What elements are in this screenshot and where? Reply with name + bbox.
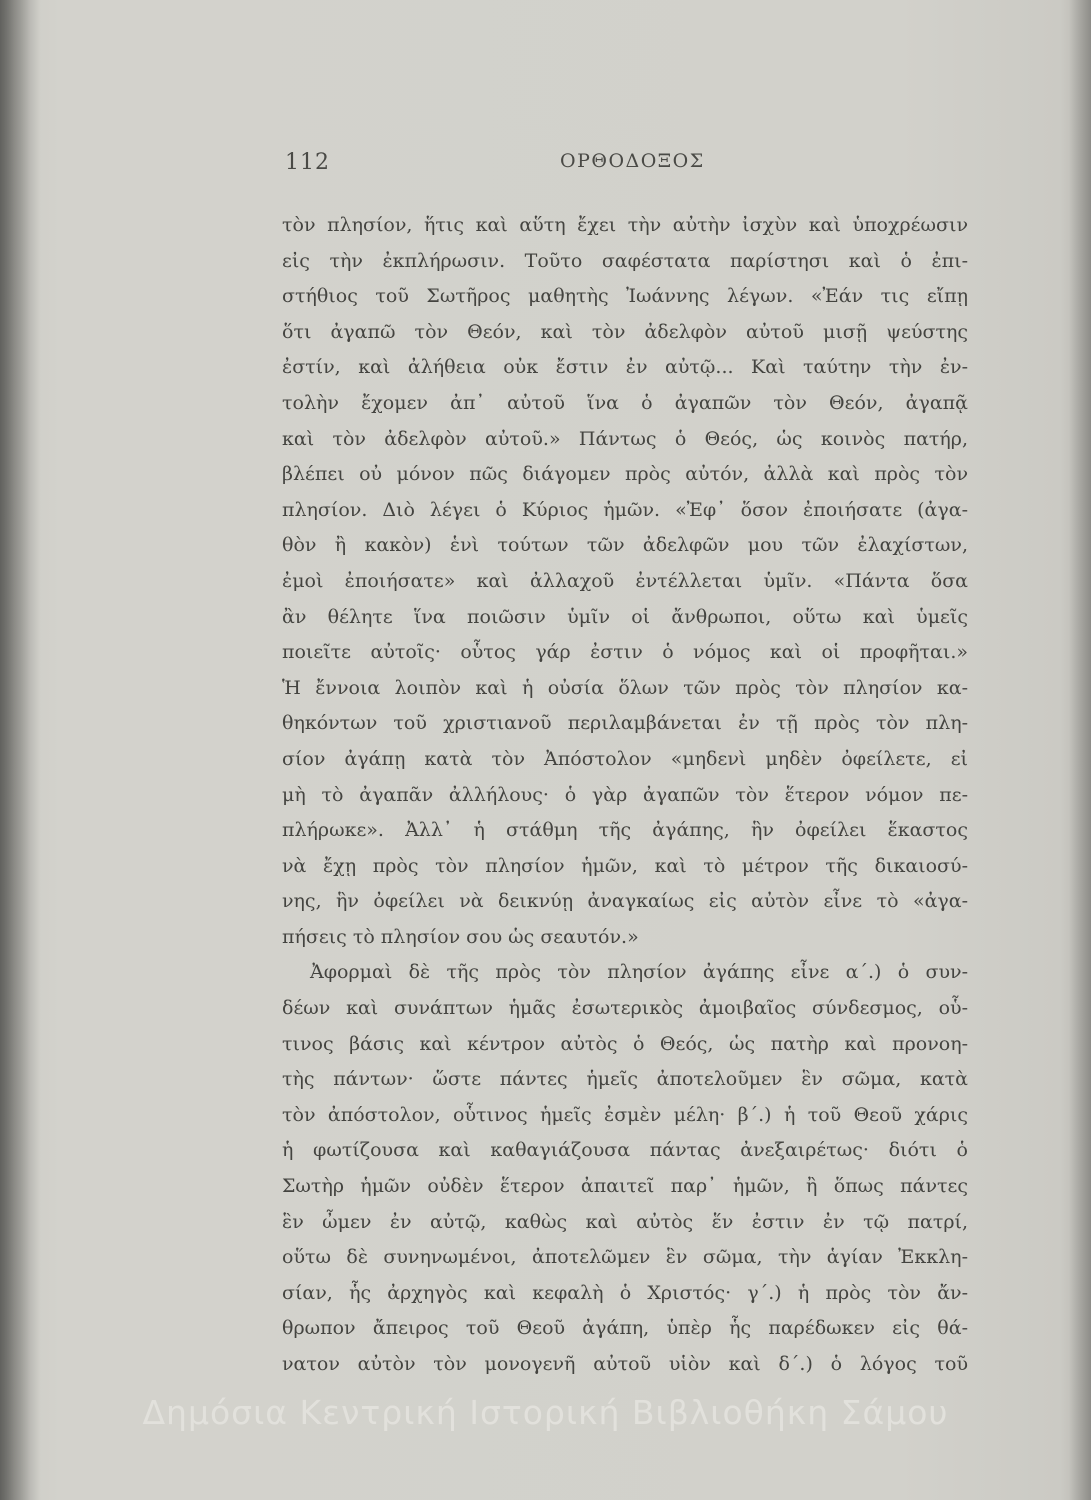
text-line: Ἡ ἔννοια λοιπὸν καὶ ἡ οὐσία ὅλων τῶν πρὸς τὸν πλησίον κα- <box>282 676 968 699</box>
text-line: στήθιος τοῦ Σωτῆρος μαθητὴς Ἰωάννης λέγων. «Ἐάν τις εἴπῃ <box>282 285 968 308</box>
text-line: τὸν ἀπόστολον, οὗτινος ἡμεῖς ἐσμὲν μέλη· β΄.) ἡ τοῦ Θεοῦ χάρις <box>282 1103 968 1126</box>
text-line: ἡ φωτίζουσα καὶ καθαγιάζουσα πάντας ἀνεξαιρέτως· διότι ὁ <box>282 1139 968 1162</box>
text-line: θηκόντων τοῦ χριστιανοῦ περιλαμβάνεται ἐν τῇ πρὸς τὸν πλη- <box>282 712 968 735</box>
text-line: νατον αὐτὸν τὸν μονογενῆ αὐτοῦ υἱὸν καὶ δ΄.) ὁ λόγος τοῦ <box>282 1353 968 1375</box>
text-line: ποιεῖτε αὐτοῖς· οὗτος γάρ ἐστιν ὁ νόμος καὶ οἱ προφῆται.» <box>282 641 968 664</box>
text-line: τολὴν ἔχομεν ἀπ᾿ αὐτοῦ ἵνα ὁ ἀγαπῶν τὸν Θεόν, ἀγαπᾷ <box>282 391 968 414</box>
text-line: νὰ ἔχῃ πρὸς τὸν πλησίον ἡμῶν, καὶ τὸ μέτρον τῆς δικαιοσύ- <box>282 854 968 877</box>
text-line: τὴς πάντων· ὥστε πάντες ἡμεῖς ἀποτελοῦμεν ἓν σῶμα, κατὰ <box>282 1068 968 1091</box>
body-text <box>282 208 968 1383</box>
running-head: ΟΡΘΟΔΟΞΟΣ <box>560 150 705 172</box>
text-line: νης, ἣν ὀφείλει νὰ δεικνύῃ ἀναγκαίως εἰς αὐτὸν εἶνε τὸ «ἀγα- <box>282 890 968 913</box>
text-line: ὅτι ἀγαπῶ τὸν Θεόν, καὶ τὸν ἀδελφὸν αὐτοῦ μισῇ ψεύστης <box>282 320 968 343</box>
text-line: Ἀφορμαὶ δὲ τῆς πρὸς τὸν πλησίον ἀγάπης εἶνε α΄.) ὁ συν- <box>310 961 968 984</box>
text-line: Σωτὴρ ἡμῶν οὐδὲν ἕτερον ἀπαιτεῖ παρ᾿ ἡμῶν, ἢ ὅπως πάντες <box>282 1175 968 1198</box>
text-line: θὸν ἢ κακὸν) ἑνὶ τούτων τῶν ἀδελφῶν μου τῶν ἐλαχίστων, <box>282 534 968 557</box>
text-line: καὶ τὸν ἀδελφὸν αὐτοῦ.» Πάντως ὁ Θεός, ὡς κοινὸς πατήρ, <box>282 427 968 450</box>
text-line: τὸν πλησίον, ἥτις καὶ αὕτη ἔχει τὴν αὐτὴν ἰσχὺν καὶ ὑποχρέωσιν <box>282 214 968 236</box>
text-line: ἂν θέλητε ἵνα ποιῶσιν ὑμῖν οἱ ἄνθρωποι, οὕτω καὶ ὑμεῖς <box>282 605 968 628</box>
text-line: σίαν, ἧς ἀρχηγὸς καὶ κεφαλὴ ὁ Χριστός· γ΄.) ἡ πρὸς τὸν ἄν- <box>282 1281 968 1304</box>
text-line: βλέπει οὐ μόνον πῶς διάγομεν πρὸς αὐτόν, ἀλλὰ καὶ πρὸς τὸν <box>282 463 968 486</box>
library-watermark: Δημόσια Κεντρική Ιστορική Βιβλιοθήκη Σάμου <box>142 1393 949 1432</box>
text-line: σίον ἀγάπῃ κατὰ τὸν Ἀπόστολον «μηδενὶ μηδὲν ὀφείλετε, εἰ <box>282 747 968 770</box>
text-line: τινος βάσις καὶ κέντρον αὐτὸς ὁ Θεός, ὡς πατὴρ καὶ προνοη- <box>282 1032 968 1055</box>
text-line: ἓν ὦμεν ἐν αὐτῷ, καθὼς καὶ αὐτὸς ἕν ἐστιν ἐν τῷ πατρί, <box>282 1210 968 1233</box>
text-line: μὴ τὸ ἀγαπᾶν ἀλλήλους· ὁ γὰρ ἀγαπῶν τὸν ἕτερον νόμον πε- <box>282 783 968 806</box>
text-line: πλήρωκε». Ἀλλ᾿ ἡ στάθμη τῆς ἀγάπης, ἣν ὀφείλει ἕκαστος <box>282 819 968 842</box>
text-line: εἰς τὴν ἐκπλήρωσιν. Τοῦτο σαφέστατα παρίστησι καὶ ὁ ἐπι- <box>282 249 968 272</box>
binding-shadow <box>0 0 40 1500</box>
text-line: θρωπον ἄπειρος τοῦ Θεοῦ ἀγάπη, ὑπὲρ ἧς παρέδωκεν εἰς θά- <box>282 1317 968 1340</box>
text-line: ἐμοὶ ἐποιήσατε» καὶ ἀλλαχοῦ ἐντέλλεται ὑμῖν. «Πάντα ὅσα <box>282 569 968 592</box>
text-line: δέων καὶ συνάπτων ἡμᾶς ἐσωτερικὸς ἀμοιβαῖος σύνδεσμος, οὗ- <box>282 997 968 1020</box>
page-edge-shadow <box>1069 0 1091 1500</box>
text-line: πήσεις τὸ πλησίον σου ὡς σεαυτόν.» <box>282 925 639 948</box>
text-line: πλησίον. Διὸ λέγει ὁ Κύριος ἡμῶν. «Ἐφ᾿ ὅσον ἐποιήσατε (ἀγα- <box>282 498 968 521</box>
text-line: ἐστίν, καὶ ἀλήθεια οὐκ ἔστιν ἐν αὐτῷ... Καὶ ταύτην τὴν ἐν- <box>282 356 968 379</box>
text-line: οὕτω δὲ συνηνωμένοι, ἀποτελῶμεν ἓν σῶμα, τὴν ἁγίαν Ἐκκλη- <box>282 1246 968 1269</box>
page-number: 112 <box>285 150 330 175</box>
page-header <box>285 150 975 180</box>
